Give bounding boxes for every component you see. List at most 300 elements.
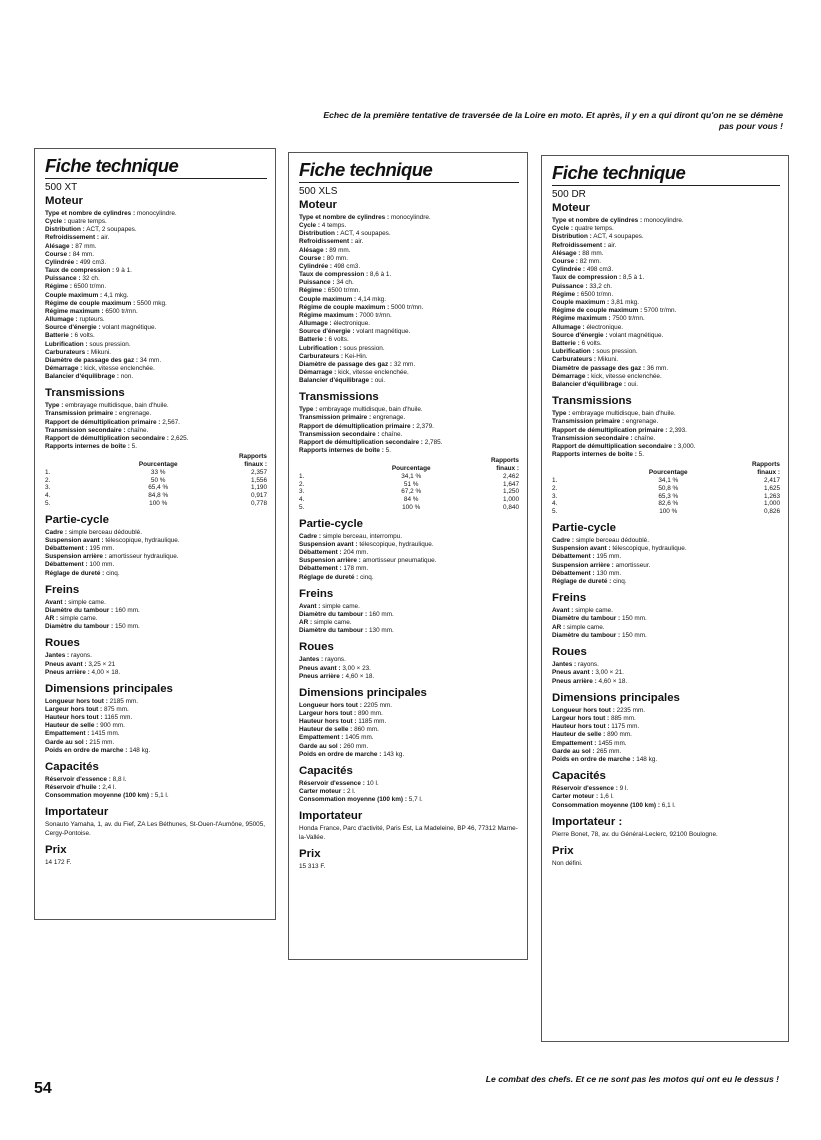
spec-label: Débattement : [552,553,595,561]
spec-label: Allumage : [45,316,78,324]
gear-final-ratio: 1,190 [251,484,267,492]
spec-label: Suspension avant : [552,545,611,553]
spec-value: 875 mm. [103,705,129,713]
spec-label: Débattement : [552,569,595,577]
spec-line [552,274,780,282]
gear-number: 2. [299,480,305,488]
spec-value: 80 mm. [326,254,349,262]
spec-line [552,723,780,731]
spec-line [552,435,780,443]
spec-line [45,210,267,218]
spec-label: AR : [299,619,313,627]
spec-label: Jantes : [552,661,577,669]
section-heading-freins: Freins [299,587,334,600]
spec-value: ACT, 4 soupapes. [593,233,644,241]
spec-value: cinq. [360,573,374,581]
spec-line [299,743,519,751]
spec-label: Régime de couple maximum : [299,303,390,311]
gear-ratio-row [299,496,519,504]
spec-value: cinq. [106,569,120,577]
spec-line [299,328,519,336]
spec-value: 5000 tr/mn. [390,303,424,311]
spec-label: Type et nombre de cylindres : [299,214,390,221]
gear-percentage: 67,2 % [401,488,422,496]
spec-line [552,266,780,274]
spec-value: 148 kg. [129,746,151,754]
spec-label: Pneus avant : [552,669,594,677]
spec-label: Refroidissement : [552,241,606,249]
spec-value: ACT, 4 soupapes. [340,230,391,238]
spec-label: Diamètre de passage des gaz : [552,364,646,372]
section-text: Pierre Bonet, 78, av. du Général-Leclerc, 92100 Boulogne. [552,830,718,838]
spec-line [299,377,519,385]
spec-value: simple berceau, interrompu. [322,532,403,540]
spec-value: non. [120,373,134,381]
spec-line [552,793,780,801]
spec-line [45,410,267,418]
spec-value: sous pression. [343,344,385,352]
section-heading-partie-cycle: Partie-cycle [45,513,109,526]
sheet-title: Fiche technique [552,162,780,186]
spec-line [45,283,267,291]
spec-value: 890 mm. [607,731,632,739]
spec-value: simple came. [68,598,106,606]
section-text: Honda France, Parc d'activité, Paris Est, La Madeleine, BP 46, 77312 Marne-la-Vallée. [299,825,518,841]
spec-value: 150 mm. [621,631,647,639]
gear-percentage: 50,8 % [658,484,679,492]
spec-line [552,615,780,623]
spec-line [552,427,780,435]
spec-label: Cylindrée : [45,258,79,266]
spec-value: simple came. [59,615,98,623]
model-name: 500 XT [45,182,78,193]
spec-value: 36 mm. [646,364,669,372]
spec-label: Jantes : [299,656,324,664]
spec-label: Rapport de démultiplication secondaire : [45,434,169,442]
spec-value: 100 mm. [89,561,115,569]
spec-line [45,349,267,357]
header-final-ratios [707,461,780,477]
spec-value: 143 kg. [383,750,405,758]
section-heading-capacites: Capacités [552,770,606,783]
spec-value: 5. [385,447,391,455]
spec-label: Refroidissement : [299,238,353,246]
gear-final-ratio: 1,625 [764,484,780,492]
gear-ratio-row [552,485,780,493]
spec-line [45,623,267,631]
section-heading-roues: Roues [45,637,80,650]
spec-label: Refroidissement : [45,234,99,242]
spec-value: 5. [638,451,644,459]
spec-value: 84 mm. [72,250,95,258]
spec-value: amortisseur hydraulique. [108,553,179,561]
spec-line [299,263,519,271]
gear-percentage: 34,1 % [658,477,679,485]
spec-line [299,603,519,611]
section-text: 14 172 F. [45,859,72,867]
spec-line [45,259,267,267]
spec-value: 4,00 × 18. [91,668,121,676]
spec-line [552,332,780,340]
spec-label: Taux de compression : [299,271,369,279]
spec-label: Réservoir d'essence : [299,779,365,787]
spec-line [299,656,519,664]
spec-value: 5500 mkg. [136,299,167,307]
gear-percentage: 50 % [150,476,166,484]
spec-label: Source d'énergie : [299,328,355,336]
spec-value: simple came. [313,619,352,627]
spec-label: Empattement : [552,739,597,747]
spec-label: Jantes : [45,652,70,660]
spec-value: 32 ch. [82,275,100,283]
header-percentage: Pourcentage [391,465,431,473]
spec-label: Carburateurs : [45,348,90,356]
gear-final-ratio: 1,263 [764,492,780,500]
spec-label: Alésage : [299,246,328,254]
spec-value: 3,000. [677,443,696,451]
spec-label: Régime maximum : [45,307,104,315]
section-heading-partie-cycle: Partie-cycle [552,522,616,535]
spec-label: Démarrage : [299,368,337,376]
spec-line [45,435,267,443]
spec-value: 3,00 × 23. [342,664,371,672]
spec-line [45,599,267,607]
spec-value: 195 mm. [596,553,622,561]
spec-label: Pneus avant : [45,660,87,668]
spec-label: Source d'énergie : [45,324,101,332]
spec-label: Largeur hors tout : [299,709,357,717]
spec-line [552,731,780,739]
gear-final-ratio: 2,417 [764,477,780,485]
spec-line [552,258,780,266]
spec-line [552,632,780,640]
spec-line [45,443,267,451]
spec-value: 7000 tr/mn. [359,311,392,319]
spec-value: 4,60 × 18. [345,672,375,680]
spec-label: Rapport de démultiplication primaire : [552,426,668,434]
spec-value: 5,7 l. [408,796,423,804]
spec-label: Suspension arrière : [45,553,107,561]
spec-line [552,707,780,715]
spec-line [299,788,519,796]
spec-line [299,320,519,328]
spec-line [45,730,267,738]
spec-label: Transmission secondaire : [552,434,633,442]
gear-final-ratio: 1,250 [503,488,519,496]
spec-line [45,553,267,561]
spec-label: Avant : [45,598,67,606]
gear-number: 3. [552,492,558,500]
spec-label: Poids en ordre de marche : [299,750,382,758]
model-name: 500 XLS [299,186,338,197]
spec-value: volant magnétique. [102,324,157,332]
spec-label: Type : [45,402,64,410]
spec-label: Réglage de dureté : [45,569,105,577]
sheet-title: Fiche technique [45,155,267,179]
gear-number: 4. [45,492,51,500]
spec-line [552,365,780,373]
spec-label: Débattement : [299,549,342,557]
bottom-caption: Le combat des chefs. Et ce ne sont pas les motos qui ont eu le dessus ! [485,1074,779,1084]
spec-line [552,624,780,632]
spec-label: Allumage : [552,323,585,331]
spec-label: Cycle : [552,225,573,233]
spec-label: Rapport de démultiplication primaire : [45,418,161,426]
spec-label: Pneus avant : [299,664,341,672]
spec-label: Cycle : [299,222,320,230]
gear-final-ratio: 1,647 [503,480,519,488]
spec-line [45,419,267,427]
gear-ratio-table [45,453,267,508]
spec-label: Taux de compression : [552,274,622,282]
gear-ratio-row [45,492,267,500]
section-heading-roues: Roues [299,641,334,654]
spec-value: 4,60 × 18. [598,677,628,685]
header-final-line-1: Rapports [238,453,267,461]
spec-value: monocylindre. [643,217,684,224]
spec-label: Régime de couple maximum : [45,299,136,307]
gear-final-ratio: 2,462 [503,472,519,480]
spec-label: Course : [299,254,325,262]
spec-line [552,443,780,451]
spec-line [45,267,267,275]
spec-line [552,578,780,586]
spec-label: Suspension avant : [45,536,104,544]
spec-line [299,734,519,742]
gear-final-ratio: 0,826 [764,508,780,516]
sheet-title: Fiche technique [299,159,519,183]
spec-label: Course : [45,250,71,258]
spec-value: 2,4 l. [102,784,117,792]
spec-line [45,607,267,615]
spec-value: 6500 tr/mn. [105,307,138,315]
spec-line [299,565,519,573]
spec-value: 3,25 × 21 [88,660,116,668]
gear-percentage: 33 % [150,468,166,476]
spec-value: Mikuni. [597,356,619,364]
section-heading-partie-cycle: Partie-cycle [299,517,363,530]
section-heading-transmissions: Transmissions [552,395,632,408]
spec-label: Diamètre du tambour : [45,623,114,631]
spec-line [45,218,267,226]
spec-label: Empattement : [45,730,90,738]
spec-value: 148 kg. [636,755,658,763]
gear-final-ratio: 1,556 [251,476,267,484]
spec-value: 10 l. [366,779,379,787]
spec-line [45,226,267,234]
spec-label: Réglage de dureté : [552,578,612,586]
spec-label: Diamètre du tambour : [299,627,368,635]
spec-value: amortisseur pneumatique. [362,557,437,565]
gear-percentage: 34,1 % [401,472,422,480]
spec-value: air. [100,234,110,242]
gear-number: 3. [45,484,51,492]
gear-number: 2. [552,484,558,492]
section-heading-roues: Roues [552,646,587,659]
spec-label: Démarrage : [45,364,83,372]
spec-label: Débattement : [45,545,88,553]
spec-label: Transmission primaire : [45,410,118,418]
section-heading-moteur: Moteur [552,202,590,214]
spec-line [299,780,519,788]
spec-label: Débattement : [45,561,88,569]
spec-line [45,316,267,324]
spec-label: Transmission secondaire : [45,426,126,434]
spec-label: Type et nombre de cylindres : [552,217,643,224]
spec-value: 204 mm. [343,549,369,557]
top-caption: Echec de la première tentative de traversée de la Loire en moto. Et après, il y en a qui diront qu'on ne se démène pas pour vous ! [323,110,783,131]
spec-label: Carburateurs : [299,352,344,360]
spec-value: télescopique, hydraulique. [612,545,687,553]
spec-label: Diamètre de passage des gaz : [45,356,139,364]
spec-line [299,751,519,759]
spec-value: 6,1 l. [661,801,676,809]
spec-label: Hauteur hors tout : [299,718,357,726]
spec-line [299,271,519,279]
spec-line [552,451,780,459]
spec-line [552,418,780,426]
spec-line [299,619,519,627]
spec-value: 87 mm. [75,242,97,250]
spec-line [299,369,519,377]
spec-value: 150 mm. [621,615,647,623]
spec-label: Diamètre de passage des gaz : [299,360,393,368]
spec-label: Rapport de démultiplication secondaire : [299,438,423,446]
spec-line [552,748,780,756]
gear-percentage: 84 % [403,496,419,504]
gear-ratio-row [45,484,267,492]
spec-value: 130 mm. [596,569,622,577]
spec-value: 4,1 mkg. [103,291,129,299]
spec-label: Cadre : [45,528,68,536]
spec-label: Lubrification : [299,344,342,352]
spec-line [552,307,780,315]
spec-label: Taux de compression : [45,267,115,275]
spec-line [299,361,519,369]
spec-line [552,570,780,578]
spec-line [45,784,267,792]
spec-line [552,225,780,233]
gear-percentage: 100 % [402,504,421,511]
section-heading-dimensions-principales: Dimensions principales [45,682,173,695]
spec-value: simple came. [575,607,613,615]
section-heading-importateur: Importateur [299,810,363,823]
spec-label: Balancier d'équilibrage : [45,373,119,381]
spec-value: 9 l. [619,785,629,793]
gear-ratio-row [299,481,519,489]
spec-line [299,287,519,295]
spec-value: 150 mm. [114,623,140,631]
spec-value: 1455 mm. [598,739,627,747]
spec-value: 160 mm. [114,606,140,614]
spec-value: 1185 mm. [358,718,387,726]
spec-label: Diamètre du tambour : [552,615,621,623]
spec-line [552,678,780,686]
spec-value: 2185 mm. [109,697,139,705]
page-number: 54 [34,1080,52,1097]
spec-line [552,802,780,810]
spec-label: Source d'énergie : [552,331,608,339]
spec-value: 890 mm. [357,709,383,717]
spec-value: ACT, 2 soupapes. [86,226,137,234]
spec-value: 4 temps. [321,222,347,230]
spec-value: 1165 mm. [104,714,133,722]
spec-value: sous pression. [89,340,131,348]
gear-number: 1. [299,472,305,480]
spec-label: Transmission primaire : [299,414,372,422]
spec-value: 88 mm. [582,249,604,257]
spec-value: 82 mm. [579,258,602,266]
spec-label: Pneus arrière : [45,668,90,676]
spec-value: monocylindre. [390,214,431,221]
spec-label: Suspension arrière : [299,557,361,565]
spec-label: Carburateurs : [552,356,597,364]
gear-final-ratio: 0,917 [251,492,267,500]
model-name: 500 DR [552,189,586,200]
spec-label: Régime : [45,283,72,291]
spec-label: Suspension avant : [299,540,358,548]
spec-line [299,255,519,263]
spec-line [45,661,267,669]
spec-value: 1415 mm. [91,730,120,738]
spec-value: air. [354,238,364,246]
spec-label: Lubrification : [45,340,88,348]
spec-line [552,553,780,561]
spec-label: Garde au sol : [552,747,595,755]
spec-line [552,242,780,250]
spec-label: Débattement : [299,565,342,573]
spec-line [299,726,519,734]
spec-label: Pneus arrière : [299,672,344,680]
section-heading-prix: Prix [299,848,321,861]
spec-label: Rapports internes de boîte : [299,447,384,455]
spec-line [45,308,267,316]
spec-line [552,661,780,669]
spec-line [45,537,267,545]
gear-ratio-row [552,493,780,501]
spec-line [45,373,267,381]
spec-label: Rapport de démultiplication secondaire : [552,443,676,451]
gear-final-ratio: 1,000 [503,496,519,504]
gear-number: 5. [45,500,51,507]
section-text: Non défini. [552,860,583,868]
gear-final-ratio: 0,840 [503,504,519,511]
spec-label: Transmission primaire : [552,418,625,426]
spec-value: engrenage. [625,418,659,426]
header-percentage: Pourcentage [648,469,688,477]
section-text: 15 313 F. [299,863,326,871]
spec-sheet-xls [288,152,528,960]
spec-line [45,427,267,435]
spec-value: électronique. [333,320,371,328]
gear-ratio-header [299,457,519,473]
spec-label: Alésage : [45,242,74,250]
gear-percentage: 82,6 % [658,500,679,508]
gear-ratio-table [299,457,519,512]
spec-value: Mikuni. [90,348,112,356]
spec-line [552,373,780,381]
spec-value: 32 mm. [393,360,416,368]
spec-line [299,345,519,353]
spec-line [299,247,519,255]
spec-line [299,533,519,541]
spec-label: Allumage : [299,320,332,328]
spec-value: chaîne. [634,434,656,442]
spec-line [299,279,519,287]
spec-value: volant magnétique. [609,331,664,339]
spec-line [552,340,780,348]
header-final-line-2: finaux : [244,461,267,469]
